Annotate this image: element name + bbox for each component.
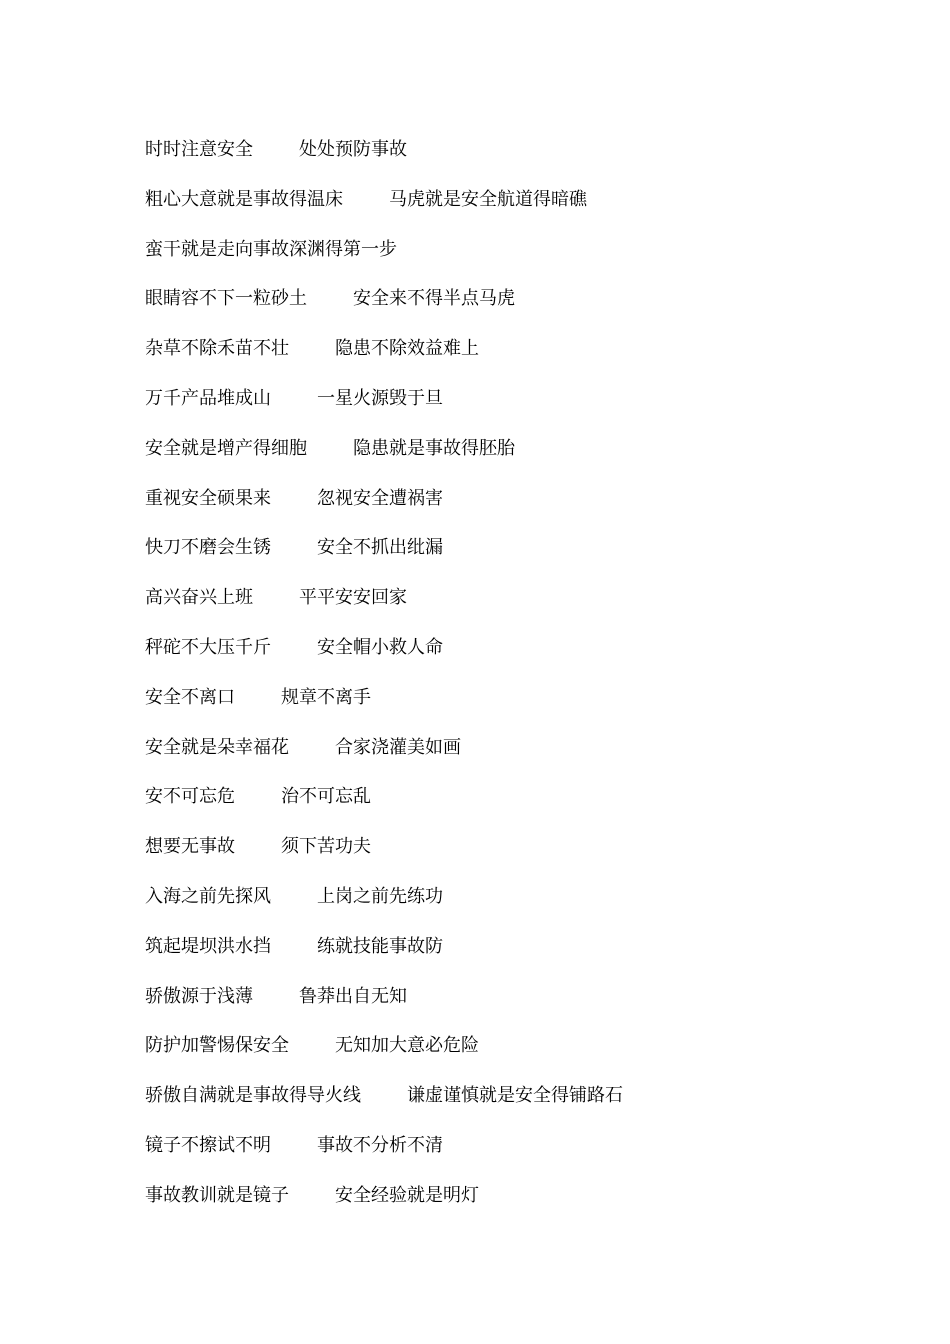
- slogan-first-half: 高兴奋兴上班: [145, 587, 253, 609]
- slogan-line: [145, 884, 905, 934]
- slogan-first-half: 秤砣不大压千斤: [145, 636, 271, 658]
- slogan-first-half: 安全不离口: [145, 686, 235, 708]
- slogan-second-half: 隐患就是事故得胚胎: [353, 437, 515, 459]
- slogan-second-half: 平平安安回家: [299, 587, 407, 609]
- slogan-second-half: 治不可忘乱: [281, 786, 371, 808]
- slogan-second-half: 须下苦功夫: [281, 836, 371, 858]
- slogan-line: [145, 585, 905, 635]
- slogan-first-half: 杂草不除禾苗不壮: [145, 338, 289, 360]
- slogan-first-half: 安全就是朵幸福花: [145, 736, 289, 758]
- slogan-line: [145, 535, 905, 585]
- slogan-line: [145, 784, 905, 834]
- slogan-first-half: 万千产品堆成山: [145, 387, 271, 409]
- slogan-first-half: 重视安全硕果来: [145, 487, 271, 509]
- slogan-line: [145, 834, 905, 884]
- slogan-second-half: 一星火源毁于旦: [317, 387, 443, 409]
- slogan-second-half: 忽视安全遭祸害: [317, 487, 443, 509]
- slogan-line: [145, 1183, 905, 1233]
- slogan-second-half: 安全不抓出纰漏: [317, 537, 443, 559]
- slogan-line: [145, 237, 905, 287]
- slogan-first-half: 眼睛容不下一粒砂土: [145, 288, 307, 310]
- slogan-second-half: 处处预防事故: [299, 139, 407, 160]
- slogan-second-half: 安全帽小救人命: [317, 636, 443, 658]
- slogan-first-half: 筑起堤坝洪水挡: [145, 935, 271, 957]
- slogan-second-half: 安全来不得半点马虎: [353, 288, 515, 310]
- slogan-second-half: 无知加大意必危险: [335, 1035, 479, 1057]
- slogan-second-half: 事故不分析不清: [317, 1134, 443, 1156]
- slogan-second-half: 上岗之前先练功: [317, 885, 443, 907]
- slogan-line: [145, 436, 905, 486]
- slogan-line: [145, 735, 905, 785]
- slogan-first-half: 安不可忘危: [145, 786, 235, 808]
- slogan-line: [145, 934, 905, 984]
- slogan-second-half: 鲁莽出自无知: [299, 985, 407, 1007]
- slogan-line: [145, 1133, 905, 1183]
- slogan-first-half: 时时注意安全: [145, 139, 253, 160]
- slogan-first-half: 快刀不磨会生锈: [145, 537, 271, 559]
- slogan-line: [145, 187, 905, 237]
- slogan-second-half: 练就技能事故防: [317, 935, 443, 957]
- slogan-second-half: 合家浇灌美如画: [335, 736, 461, 758]
- slogan-list: [145, 137, 905, 1233]
- slogan-line: [145, 685, 905, 735]
- slogan-line: [145, 336, 905, 386]
- slogan-second-half: 安全经验就是明灯: [335, 1184, 479, 1206]
- slogan-first-half: 骄傲自满就是事故得导火线: [145, 1085, 361, 1107]
- slogan-first-half: 想要无事故: [145, 836, 235, 858]
- slogan-first-half: 入海之前先探风: [145, 885, 271, 907]
- slogan-line: [145, 486, 905, 536]
- slogan-first-half: 事故教训就是镜子: [145, 1184, 289, 1206]
- slogan-line: [145, 635, 905, 685]
- slogan-second-half: 谦虚谨慎就是安全得铺路石: [407, 1085, 623, 1107]
- slogan-line: [145, 1033, 905, 1083]
- slogan-first-half: 镜子不擦试不明: [145, 1134, 271, 1156]
- slogan-first-half: 安全就是增产得细胞: [145, 437, 307, 459]
- slogan-line: [145, 1083, 905, 1133]
- slogan-second-half: 规章不离手: [281, 686, 371, 708]
- slogan-second-half: 隐患不除效益难上: [335, 338, 479, 360]
- slogan-line: [145, 137, 905, 187]
- slogan-first-half: 骄傲源于浅薄: [145, 985, 253, 1007]
- slogan-first-half: 蛮干就是走向事故深渊得第一步: [145, 238, 397, 260]
- slogan-first-half: 粗心大意就是事故得温床: [145, 188, 343, 210]
- slogan-line: [145, 386, 905, 436]
- slogan-first-half: 防护加警惕保安全: [145, 1035, 289, 1057]
- slogan-line: [145, 286, 905, 336]
- slogan-line: [145, 984, 905, 1034]
- slogan-second-half: 马虎就是安全航道得暗礁: [389, 188, 587, 210]
